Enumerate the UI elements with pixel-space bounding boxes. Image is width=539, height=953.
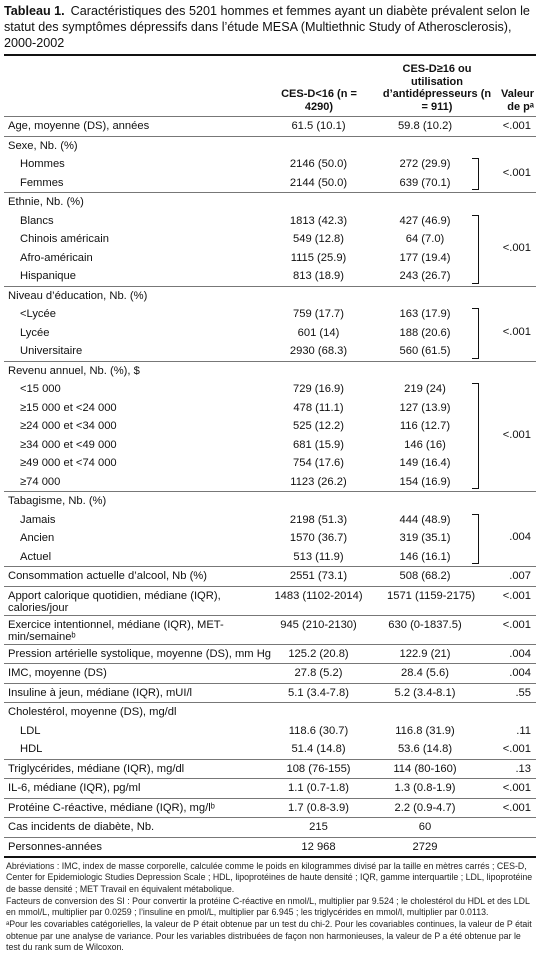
row-label: Femmes bbox=[20, 176, 64, 189]
cell-ces-d-low: 27.8 (5.2) bbox=[294, 667, 343, 679]
cell-ces-d-low: 478 (11.1) bbox=[293, 401, 344, 414]
table-row bbox=[4, 305, 536, 324]
cell-ces-d-high: 146 (16) bbox=[404, 438, 446, 451]
table-row bbox=[4, 760, 536, 779]
table-row bbox=[4, 399, 536, 418]
table-row bbox=[4, 380, 536, 399]
cell-ces-d-high: 154 (16.9) bbox=[399, 475, 451, 488]
cell-ces-d-low: 1813 (42.3) bbox=[289, 214, 348, 227]
group-bracket bbox=[472, 158, 479, 190]
cell-ces-d-low: 1115 (25.9) bbox=[290, 251, 347, 264]
cell-ces-d-high: 243 (26.7) bbox=[399, 270, 451, 282]
group-bracket bbox=[472, 383, 479, 489]
cell-ces-d-high: 53.6 (14.8) bbox=[397, 743, 453, 755]
cell-ces-d-low: 108 (76-155) bbox=[286, 762, 351, 775]
cell-ces-d-low: 2551 (73.1) bbox=[289, 570, 348, 582]
cell-ces-d-high: 59.8 (10.2) bbox=[397, 120, 453, 132]
cell-ces-d-low: 1123 (26.2) bbox=[290, 475, 347, 488]
group-bracket bbox=[472, 514, 479, 565]
cell-ces-d-low: 2144 (50.0) bbox=[289, 176, 348, 189]
row-label: Exercice intentionnel, médiane (IQR), MET-min/semaineᵇ bbox=[8, 618, 224, 643]
table-row bbox=[4, 684, 536, 703]
cell-p-value: <.001 bbox=[502, 120, 531, 132]
cell-p-value: .55 bbox=[515, 686, 531, 699]
header-col2: CES-D≥16 ou utilisation d’antidépresseurs (n = 911) bbox=[382, 63, 492, 113]
cell-ces-d-high: 188 (20.6) bbox=[399, 326, 451, 339]
table-row bbox=[4, 567, 536, 586]
table-row bbox=[4, 703, 536, 722]
table-row bbox=[4, 193, 536, 212]
cell-ces-d-low: 813 (18.9) bbox=[293, 270, 344, 282]
table-row bbox=[4, 117, 536, 136]
row-label: Age, moyenne (DS), années bbox=[8, 120, 150, 132]
table-row bbox=[4, 616, 536, 644]
table-row bbox=[4, 722, 536, 741]
cell-p-value: <.001 bbox=[502, 782, 531, 794]
cell-ces-d-high: 116.8 (31.9) bbox=[395, 724, 455, 737]
table-row bbox=[4, 287, 536, 306]
footnotes bbox=[4, 858, 536, 953]
row-label: ≥74 000 bbox=[20, 475, 61, 488]
cell-ces-d-high: 60 bbox=[418, 821, 432, 833]
row-group-cholesterol bbox=[4, 703, 536, 759]
table-row bbox=[4, 249, 536, 268]
table-row bbox=[4, 529, 536, 548]
cell-p-value: .11 bbox=[516, 724, 531, 737]
table-row bbox=[4, 838, 536, 857]
row-label: Jamais bbox=[20, 513, 56, 526]
table-row bbox=[4, 645, 536, 664]
cell-ces-d-low: 1483 (1102-2014) bbox=[274, 589, 363, 602]
cell-ces-d-high: 639 (70.1) bbox=[399, 176, 451, 189]
row-label: <15 000 bbox=[20, 383, 61, 395]
row-label: Niveau d’éducation, Nb. (%) bbox=[8, 289, 148, 302]
cell-ces-d-low: 525 (12.2) bbox=[293, 420, 344, 432]
table-row bbox=[4, 155, 536, 174]
cell-ces-d-high: 444 (48.9) bbox=[399, 513, 451, 526]
row-label: ≥24 000 et <34 000 bbox=[20, 420, 117, 432]
cell-ces-d-low: 754 (17.6) bbox=[293, 457, 344, 469]
cell-ces-d-low: 759 (17.7) bbox=[293, 308, 344, 320]
caption-label: Tableau 1. bbox=[4, 4, 65, 18]
cell-ces-d-low: 2198 (51.3) bbox=[289, 513, 348, 526]
table-row bbox=[4, 473, 536, 492]
row-label: Chinois américain bbox=[20, 233, 109, 245]
cell-p-value: <.001 bbox=[502, 618, 531, 631]
table-row bbox=[4, 212, 536, 231]
row-label: Consommation actuelle d’alcool, Nb (%) bbox=[8, 570, 207, 582]
cell-p-value: .004 bbox=[509, 667, 531, 679]
table-row bbox=[4, 436, 536, 455]
footnote-si: Facteurs de conversion des SI : Pour convertir la protéine C-réactive en nmol/L, multiplier par 9.524 ; le cholestérol du HDL et des LDL en mmol/L, multiplier par 0.0259 ; l’insuline en pmol/L, multiplier par 6.945 ; les triglycérides en mmol/l, multiplier par 0.0113. bbox=[6, 895, 530, 918]
row-label: Hispanique bbox=[20, 270, 76, 282]
cell-p-value: <.001 bbox=[502, 743, 531, 755]
cell-ces-d-high: 2729 bbox=[412, 840, 438, 853]
header-col3: Valeur de pᵃ bbox=[500, 88, 534, 113]
cell-ces-d-low: 2930 (68.3) bbox=[289, 345, 348, 357]
cell-ces-d-high: 149 (16.4) bbox=[399, 457, 451, 469]
row-group-education bbox=[4, 287, 536, 361]
row-label: Universitaire bbox=[20, 345, 83, 357]
row-label: Cholestérol, moyenne (DS), mg/dl bbox=[8, 706, 177, 718]
cell-p-value: .13 bbox=[515, 762, 531, 775]
group-bracket bbox=[472, 308, 479, 359]
row-group-tabac bbox=[4, 492, 536, 566]
row-label: ≥34 000 et <49 000 bbox=[20, 438, 117, 451]
row-label: Triglycérides, médiane (IQR), mg/dl bbox=[8, 762, 185, 775]
cell-p-value: <.001 bbox=[502, 589, 531, 602]
table-row bbox=[4, 799, 536, 818]
cell-ces-d-high: 64 (7.0) bbox=[405, 233, 445, 245]
table-caption bbox=[4, 3, 536, 51]
table-row bbox=[4, 362, 536, 381]
group-p-value: <.001 bbox=[502, 166, 531, 179]
row-label: Apport calorique quotidien, médiane (IQR), calories/jour bbox=[8, 589, 221, 614]
cell-p-value: <.001 bbox=[502, 801, 531, 814]
table-row bbox=[4, 587, 536, 615]
cell-ces-d-low: 1.7 (0.8-3.9) bbox=[288, 801, 349, 814]
cell-ces-d-low: 12 968 bbox=[301, 840, 336, 853]
cell-ces-d-low: 945 (210-2130) bbox=[280, 618, 357, 631]
row-label: ≥49 000 et <74 000 bbox=[20, 457, 117, 469]
table-row bbox=[4, 511, 536, 530]
row-label: Sexe, Nb. (%) bbox=[8, 139, 78, 152]
cell-ces-d-low: 729 (16.9) bbox=[293, 383, 344, 395]
cell-ces-d-low: 513 (11.9) bbox=[293, 550, 344, 563]
table-row bbox=[4, 740, 536, 759]
row-group-ethnie bbox=[4, 193, 536, 286]
table-row bbox=[4, 230, 536, 249]
cell-ces-d-high: 122.9 (21) bbox=[399, 647, 451, 660]
cell-p-value: .007 bbox=[509, 570, 531, 582]
table-row bbox=[4, 664, 536, 683]
row-label: IL-6, médiane (IQR), pg/ml bbox=[8, 782, 141, 794]
row-label: Blancs bbox=[20, 214, 54, 227]
cell-ces-d-high: 2.2 (0.9-4.7) bbox=[394, 801, 456, 814]
cell-ces-d-high: 427 (46.9) bbox=[399, 214, 451, 227]
cell-ces-d-high: 146 (16.1) bbox=[399, 550, 451, 563]
cell-ces-d-high: 114 (80-160) bbox=[393, 762, 457, 775]
row-label: Personnes-années bbox=[8, 840, 102, 853]
row-label: Tabagisme, Nb. (%) bbox=[8, 495, 107, 507]
row-label: IMC, moyenne (DS) bbox=[8, 667, 107, 679]
cell-ces-d-low: 2146 (50.0) bbox=[289, 158, 348, 170]
cell-ces-d-high: 127 (13.9) bbox=[399, 401, 451, 414]
cell-ces-d-low: 118.6 (30.7) bbox=[288, 724, 349, 737]
row-label: LDL bbox=[20, 724, 41, 737]
row-label: <Lycée bbox=[20, 308, 56, 320]
cell-ces-d-low: 125.2 (20.8) bbox=[288, 647, 349, 660]
cell-ces-d-high: 1571 (1159-2175) bbox=[387, 589, 476, 602]
row-group-sexe bbox=[4, 137, 536, 193]
table-row bbox=[4, 342, 536, 361]
group-p-value: .004 bbox=[509, 531, 531, 544]
cell-ces-d-high: 319 (35.1) bbox=[399, 532, 451, 544]
row-group-revenu bbox=[4, 362, 536, 492]
cell-ces-d-high: 508 (68.2) bbox=[399, 570, 451, 582]
cell-ces-d-high: 116 (12.7) bbox=[399, 420, 451, 432]
cell-ces-d-high: 163 (17.9) bbox=[399, 308, 451, 320]
cell-p-value: .004 bbox=[509, 647, 531, 660]
cell-ces-d-high: 560 (61.5) bbox=[399, 345, 451, 357]
cell-ces-d-high: 28.4 (5.6) bbox=[401, 667, 449, 679]
row-label: Ethnie, Nb. (%) bbox=[8, 196, 84, 208]
group-bracket bbox=[472, 215, 479, 284]
cell-ces-d-high: 1.3 (0.8-1.9) bbox=[394, 782, 456, 794]
table-body bbox=[4, 116, 536, 856]
cell-ces-d-low: 549 (12.8) bbox=[293, 233, 344, 245]
cell-ces-d-low: 1.1 (0.7-1.8) bbox=[288, 782, 349, 794]
row-label: Hommes bbox=[20, 158, 65, 170]
table-row bbox=[4, 137, 536, 156]
row-label: Revenu annuel, Nb. (%), $ bbox=[8, 364, 140, 377]
group-p-value: <.001 bbox=[502, 241, 531, 254]
group-p-value: <.001 bbox=[502, 325, 531, 338]
cell-ces-d-high: 177 (19.4) bbox=[399, 251, 451, 264]
row-label: Insuline à jeun, médiane (IQR), mUI/l bbox=[8, 686, 193, 699]
cell-ces-d-low: 51.4 (14.8) bbox=[291, 743, 346, 755]
table-row bbox=[4, 818, 536, 837]
row-label: Actuel bbox=[20, 550, 52, 563]
table-row bbox=[4, 548, 536, 567]
row-label: Cas incidents de diabète, Nb. bbox=[8, 821, 155, 833]
table-row bbox=[4, 174, 536, 193]
cell-ces-d-low: 1570 (36.7) bbox=[289, 532, 348, 544]
cell-ces-d-low: 215 bbox=[309, 821, 328, 833]
caption-text: Caractéristiques des 5201 hommes et femmes ayant un diabète prévalent selon le statut des symptômes dépressifs dans l’étude MESA (Multiethnic Study of Atherosclerosis), 2000-2002 bbox=[4, 4, 530, 50]
table-row bbox=[4, 417, 536, 436]
row-label: HDL bbox=[20, 743, 43, 755]
cell-ces-d-high: 272 (29.9) bbox=[399, 158, 451, 170]
table-header bbox=[4, 56, 536, 116]
cell-ces-d-low: 601 (14) bbox=[297, 326, 340, 339]
footnote-abbreviations: Abréviations : IMC, index de masse corporelle, calculée comme le poids en kilogrammes divisé par la taille en mètres carrés ; CES-D, Center for Epidemiologic Studies Depression Scale ; HDL, lipoprotéines de haute densité ; IQR, gamme interquartile ; LDL, lipoprotéine de basse densité ; MET Travail en équivalent métabolique. bbox=[6, 861, 533, 894]
row-label: Pression artérielle systolique, moyenne (DS), mm Hg bbox=[8, 647, 271, 660]
header-col1: CES-D<16 (n = 4290) bbox=[281, 88, 357, 113]
row-label: Afro-américain bbox=[20, 251, 93, 264]
table-row bbox=[4, 267, 536, 286]
cell-ces-d-low: 61.5 (10.1) bbox=[291, 120, 346, 132]
cell-ces-d-high: 5.2 (3.4-8.1) bbox=[394, 686, 456, 699]
table-row bbox=[4, 492, 536, 511]
table-row bbox=[4, 454, 536, 473]
footnote-a: ᵃPour les covariables catégorielles, la valeur de P était obtenue par un test du chi-2. Pour les covariables continues, la valeur de P était obtenue par une analyse de variance. Pour les variables distribuées de façon non harmonieuses, la valeur de P a été obtenue par le test du rank sum de Wilcoxon. bbox=[6, 919, 532, 953]
table-row bbox=[4, 324, 536, 343]
group-p-value: <.001 bbox=[502, 428, 531, 441]
cell-ces-d-low: 5.1 (3.4-7.8) bbox=[288, 686, 349, 699]
table-row bbox=[4, 779, 536, 798]
row-label: Protéine C-réactive, médiane (IQR), mg/lᵇ bbox=[8, 801, 215, 814]
row-label: ≥15 000 et <24 000 bbox=[20, 401, 117, 414]
row-label: Ancien bbox=[20, 532, 55, 544]
row-label: Lycée bbox=[20, 326, 50, 339]
cell-ces-d-high: 219 (24) bbox=[404, 383, 446, 395]
cell-ces-d-low: 681 (15.9) bbox=[293, 438, 344, 451]
cell-ces-d-high: 630 (0-1837.5) bbox=[388, 618, 462, 631]
